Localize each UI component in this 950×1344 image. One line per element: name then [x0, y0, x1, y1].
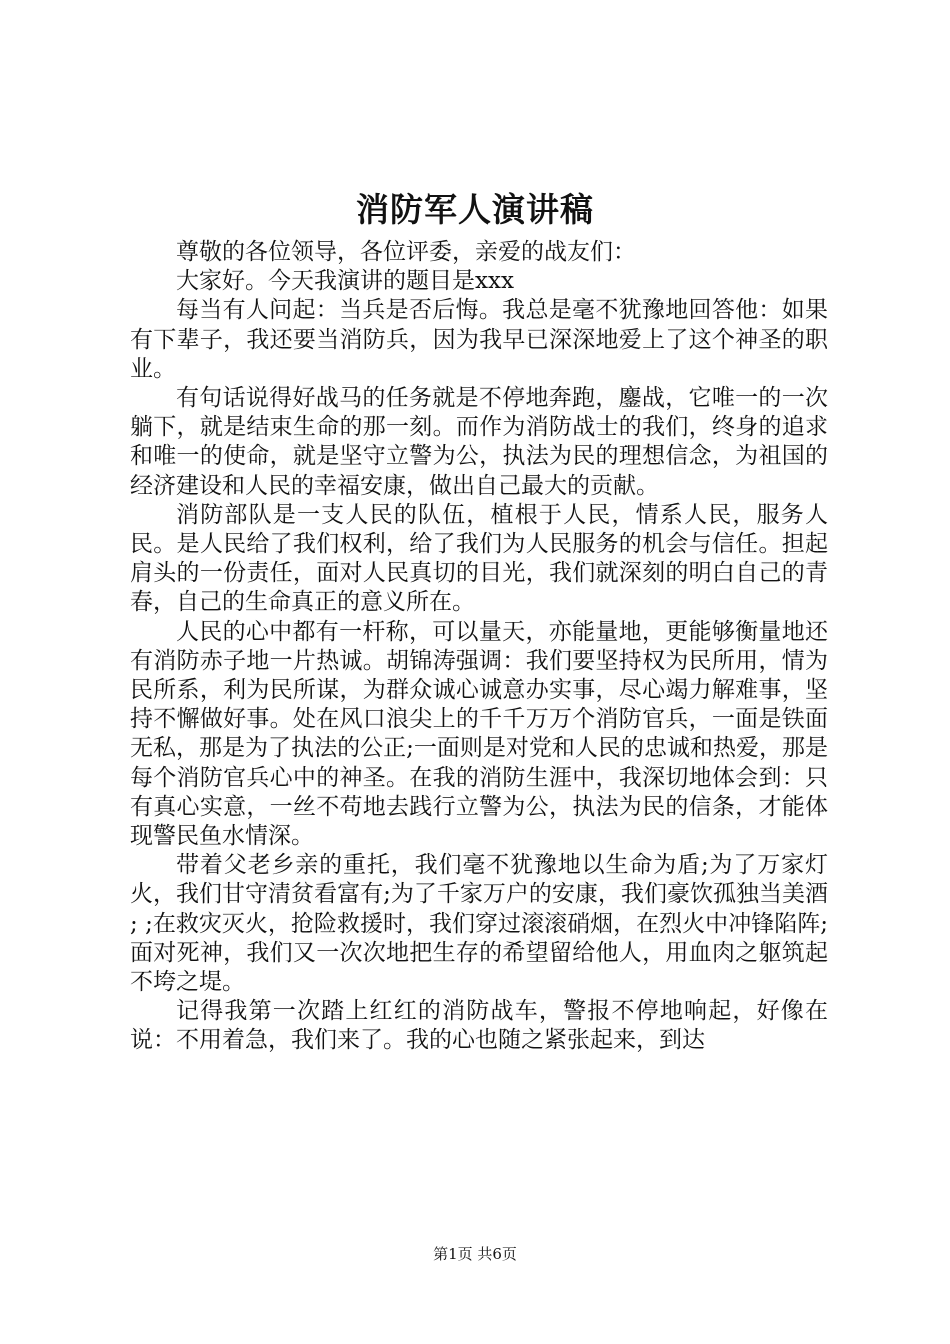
document-body — [130, 238, 828, 1056]
paragraph-no-regret: 每当有人问起：当兵是否后悔。我总是毫不犹豫地回答他：如果有下辈子，我还要当消防兵，因为我早已深深地爱上了这个神圣的职业。 — [130, 297, 828, 382]
paragraph-first-fire-truck: 记得我第一次踏上红红的消防战车，警报不停地响起，好像在说：不用着急，我们来了。我的心也随之紧张起来，到达 — [130, 998, 828, 1054]
paragraph-people-army: 消防部队是一支人民的队伍，植根于人民，情系人民，服务人民。是人民给了我们权利，给了我们为人民服务的机会与信任。担起肩头的一份责任，面对人民真切的目光，我们就深刻的明白自己的青春，自己的生命真正的意义所在。 — [130, 501, 828, 616]
paragraph-salutation: 尊敬的各位领导，各位评委，亲爱的战友们： — [176, 239, 636, 265]
document-title: 消防军人演讲稿 — [356, 190, 594, 229]
paragraph-greeting: 大家好。今天我演讲的题目是xxx — [176, 268, 514, 295]
page-footer: 第1页 共6页 — [433, 1245, 517, 1263]
paragraph-scale: 人民的心中都有一杆称，可以量天，亦能量地，更能够衡量地还有消防赤子地一片热诚。胡锦涛强调：我们要坚持权为民所用，情为民所系，利为民所谋，为群众诚心诚意办实事，尽心竭力解难事，坚持不懈做好事。处在风口浪尖上的千千万万个消防官兵，一面是铁面无私，那是为了执法的公正;一面则是对党和人民的忠诚和热爱，那是每个消防官兵心中的神圣。在我的消防生涯中，我深切地体会到：只有真心实意，一丝不苟地去践行立警为公，执法为民的信条，才能体现警民鱼水情深。 — [130, 618, 828, 850]
paragraph-entrusted: 带着父老乡亲的重托，我们毫不犹豫地以生命为盾;为了万家灯火，我们甘守清贫看富有;为了千家万户的安康，我们豪饮孤独当美酒 ; ;在救灾灭火，抢险救援时，我们穿过滚滚硝烟，在烈火中冲锋陷阵;面对死神，我们又一次次地把生存的希望留给他人，用血肉之躯筑起不垮之堤。 — [130, 852, 828, 996]
paragraph-warhorse: 有句话说得好战马的任务就是不停地奔跑，鏖战，它唯一的一次躺下，就是结束生命的那一刻。而作为消防战士的我们，终身的追求和唯一的使命，就是坚守立警为公，执法为民的理想信念，为祖国的经济建设和人民的幸福安康，做出自己最大的贡献。 — [130, 385, 828, 499]
